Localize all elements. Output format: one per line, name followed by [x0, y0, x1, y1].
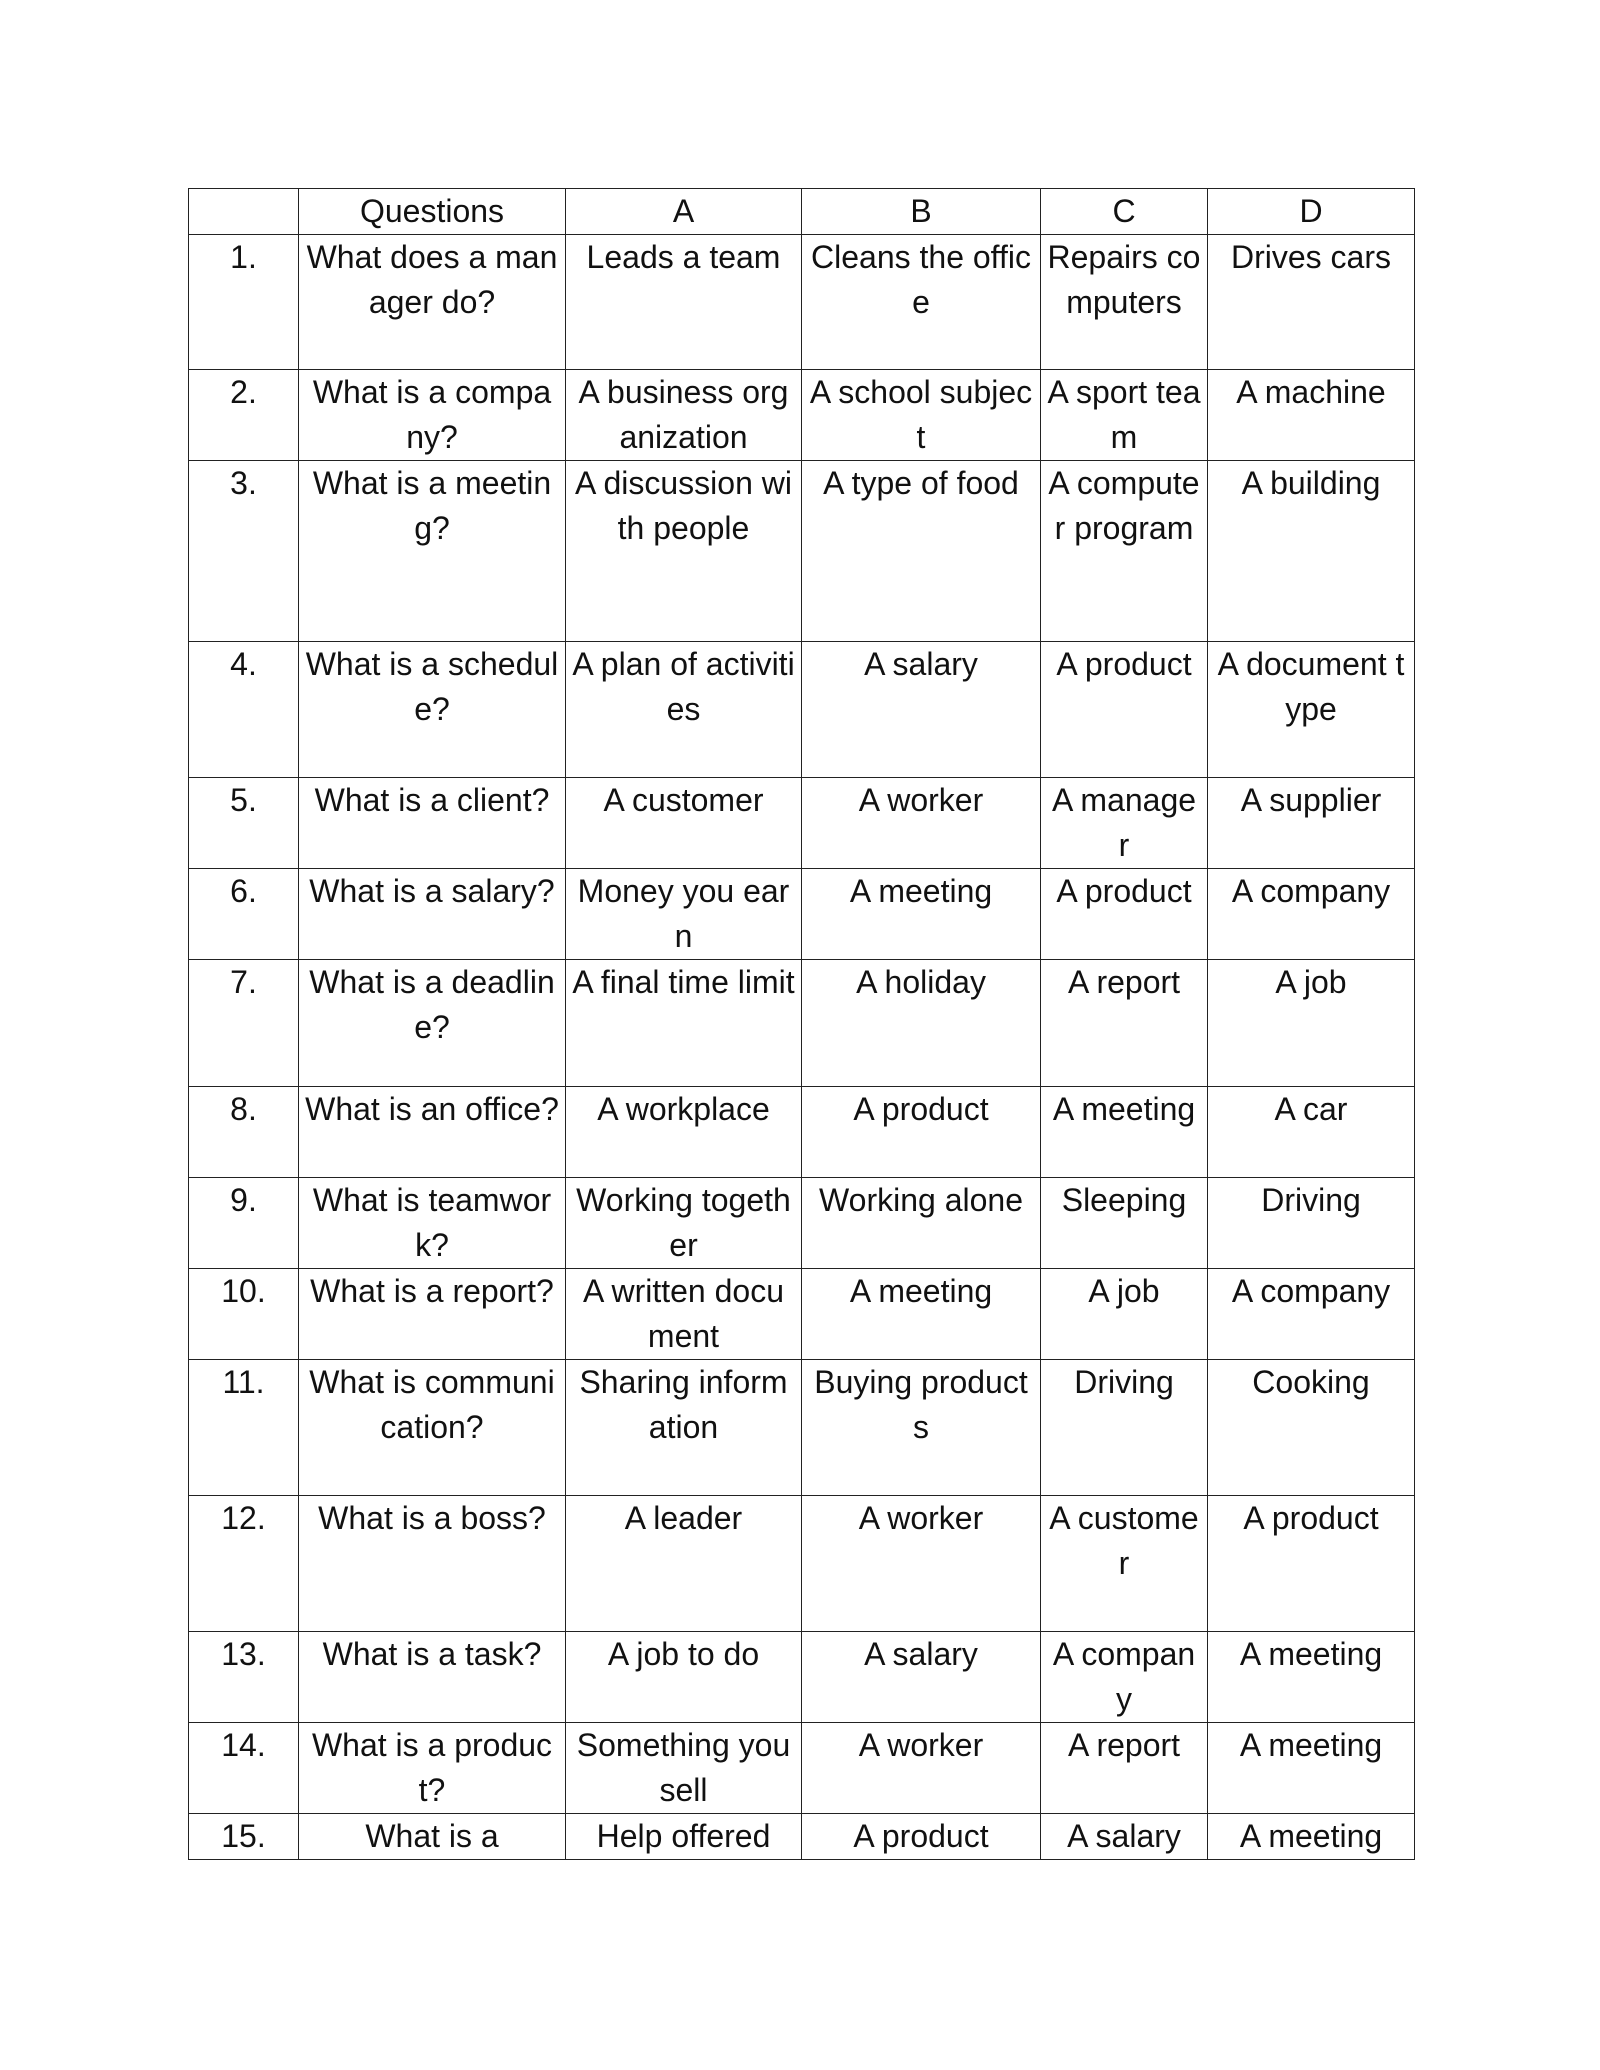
option-c: A company: [1041, 1632, 1208, 1723]
option-a: A workplace: [566, 1087, 802, 1178]
option-b: A salary: [802, 642, 1041, 778]
option-b: A meeting: [802, 869, 1041, 960]
question-text: What is communication?: [299, 1360, 566, 1496]
option-b: A worker: [802, 1723, 1041, 1814]
option-c: A customer: [1041, 1496, 1208, 1632]
option-c: A sport team: [1041, 370, 1208, 461]
table-row: [189, 1087, 1415, 1178]
option-c: A meeting: [1041, 1087, 1208, 1178]
option-b: Buying products: [802, 1360, 1041, 1496]
question-number: 2.: [189, 370, 299, 461]
option-d: A company: [1208, 1269, 1415, 1360]
option-c: A computer program: [1041, 461, 1208, 642]
option-c: A manager: [1041, 778, 1208, 869]
table-row: [189, 960, 1415, 1087]
question-text: What is a boss?: [299, 1496, 566, 1632]
option-c: Sleeping: [1041, 1178, 1208, 1269]
question-text: What is a product?: [299, 1723, 566, 1814]
option-d: A meeting: [1208, 1723, 1415, 1814]
option-a: A business organization: [566, 370, 802, 461]
table-row: [189, 1360, 1415, 1496]
option-a: Help offered: [566, 1814, 802, 1860]
option-a: Sharing information: [566, 1360, 802, 1496]
option-a: A job to do: [566, 1632, 802, 1723]
quiz-table: [188, 188, 1415, 1860]
header-option-a: A: [566, 189, 802, 235]
option-d: A meeting: [1208, 1814, 1415, 1860]
option-d: Drives cars: [1208, 235, 1415, 370]
option-a: Leads a team: [566, 235, 802, 370]
option-d: A product: [1208, 1496, 1415, 1632]
option-a: A leader: [566, 1496, 802, 1632]
header-option-d: D: [1208, 189, 1415, 235]
header-option-b: B: [802, 189, 1041, 235]
option-c: Repairs computers: [1041, 235, 1208, 370]
table-row: [189, 1269, 1415, 1360]
question-number: 3.: [189, 461, 299, 642]
question-text: What does a manager do?: [299, 235, 566, 370]
option-d: A building: [1208, 461, 1415, 642]
table-row: [189, 1723, 1415, 1814]
question-number: 8.: [189, 1087, 299, 1178]
option-a: A final time limit: [566, 960, 802, 1087]
table-row: [189, 461, 1415, 642]
question-text: What is a company?: [299, 370, 566, 461]
header-row: [189, 189, 1415, 235]
question-text: What is a task?: [299, 1632, 566, 1723]
question-number: 9.: [189, 1178, 299, 1269]
question-text: What is a salary?: [299, 869, 566, 960]
option-b: A salary: [802, 1632, 1041, 1723]
header-option-c: C: [1041, 189, 1208, 235]
question-text: What is a deadline?: [299, 960, 566, 1087]
question-number: 12.: [189, 1496, 299, 1632]
question-text: What is a report?: [299, 1269, 566, 1360]
option-c: A job: [1041, 1269, 1208, 1360]
question-number: 7.: [189, 960, 299, 1087]
option-c: A report: [1041, 1723, 1208, 1814]
option-d: Cooking: [1208, 1360, 1415, 1496]
question-number: 10.: [189, 1269, 299, 1360]
question-text: What is a schedule?: [299, 642, 566, 778]
option-d: A supplier: [1208, 778, 1415, 869]
question-number: 11.: [189, 1360, 299, 1496]
option-a: A written document: [566, 1269, 802, 1360]
question-text: What is teamwork?: [299, 1178, 566, 1269]
question-number: 5.: [189, 778, 299, 869]
table-row: [189, 642, 1415, 778]
option-b: A type of food: [802, 461, 1041, 642]
option-c: A salary: [1041, 1814, 1208, 1860]
table-row: [189, 1814, 1415, 1860]
option-c: A report: [1041, 960, 1208, 1087]
table-row: [189, 1496, 1415, 1632]
question-number: 14.: [189, 1723, 299, 1814]
question-text: What is a meeting?: [299, 461, 566, 642]
option-b: A worker: [802, 778, 1041, 869]
table-row: [189, 869, 1415, 960]
option-b: A meeting: [802, 1269, 1041, 1360]
option-a: A plan of activities: [566, 642, 802, 778]
question-number: 4.: [189, 642, 299, 778]
question-number: 6.: [189, 869, 299, 960]
table-row: [189, 1178, 1415, 1269]
question-number: 13.: [189, 1632, 299, 1723]
option-b: A product: [802, 1087, 1041, 1178]
option-d: A car: [1208, 1087, 1415, 1178]
question-number: 1.: [189, 235, 299, 370]
option-d: Driving: [1208, 1178, 1415, 1269]
option-d: A document type: [1208, 642, 1415, 778]
option-a: Working together: [566, 1178, 802, 1269]
option-c: A product: [1041, 869, 1208, 960]
option-b: Cleans the office: [802, 235, 1041, 370]
table-row: [189, 1632, 1415, 1723]
option-a: Something you sell: [566, 1723, 802, 1814]
table-row: [189, 235, 1415, 370]
question-text: What is a client?: [299, 778, 566, 869]
option-a: A discussion with people: [566, 461, 802, 642]
option-a: Money you earn: [566, 869, 802, 960]
question-text: What is an office?: [299, 1087, 566, 1178]
option-c: A product: [1041, 642, 1208, 778]
question-number: 15.: [189, 1814, 299, 1860]
option-d: A meeting: [1208, 1632, 1415, 1723]
option-c: Driving: [1041, 1360, 1208, 1496]
option-b: A school subject: [802, 370, 1041, 461]
option-b: A product: [802, 1814, 1041, 1860]
option-b: A worker: [802, 1496, 1041, 1632]
table-row: [189, 370, 1415, 461]
header-questions: Questions: [299, 189, 566, 235]
header-number: [189, 189, 299, 235]
option-b: Working alone: [802, 1178, 1041, 1269]
option-a: A customer: [566, 778, 802, 869]
question-text: What is a: [299, 1814, 566, 1860]
option-d: A machine: [1208, 370, 1415, 461]
table-row: [189, 778, 1415, 869]
option-d: A company: [1208, 869, 1415, 960]
option-d: A job: [1208, 960, 1415, 1087]
option-b: A holiday: [802, 960, 1041, 1087]
